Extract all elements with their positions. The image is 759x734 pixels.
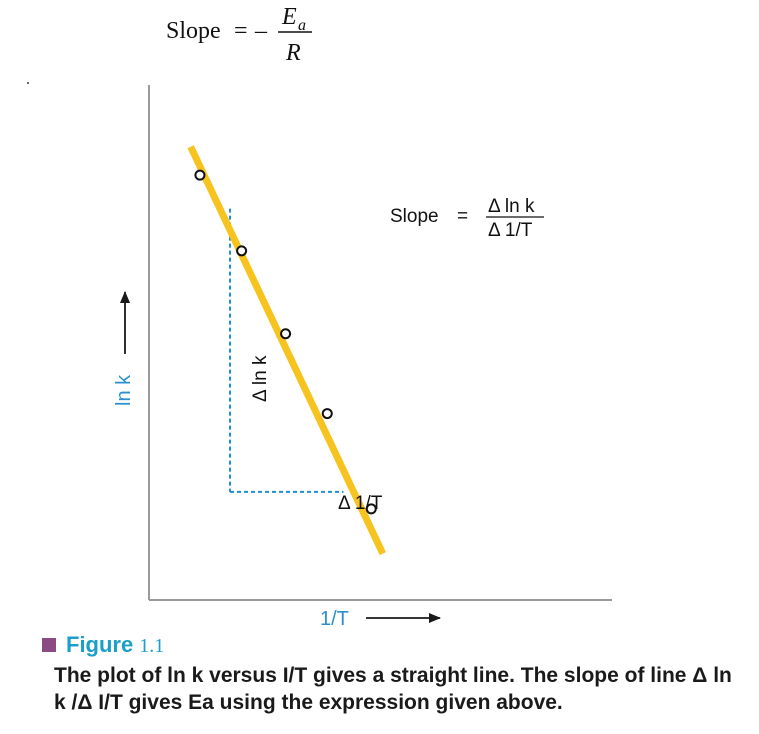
caption-heading — [42, 632, 742, 658]
formula-numerator: E — [282, 4, 297, 30]
delta-lnk-label: Δ ln k — [250, 355, 271, 402]
caption-square-icon — [42, 638, 56, 652]
y-axis-label: ln k — [113, 374, 135, 406]
data-point — [237, 246, 246, 255]
chart-axes — [149, 85, 612, 600]
caption-text: The plot of ln k versus I/T gives a straight line. The slope of line Δ ln k /Δ I/T gives Ea using the expression given above. — [54, 664, 732, 714]
data-point — [195, 171, 204, 180]
x-axis-label: 1/T — [320, 608, 349, 630]
formula-lhs: Slope — [166, 18, 221, 44]
formula-minus: – — [255, 18, 267, 44]
slope-denominator: Δ 1/T — [488, 220, 533, 241]
delta-invT-label: Δ 1/T — [338, 493, 383, 514]
data-point — [323, 409, 332, 418]
formula-equals: = — [234, 18, 248, 44]
caption-figure-title — [66, 632, 164, 658]
figure-caption — [42, 632, 742, 716]
slope-equals: = — [457, 206, 469, 227]
slope-label: Slope — [390, 206, 439, 227]
slope-numerator: Δ ln k — [488, 196, 535, 217]
caption-number: 1.1 — [139, 635, 165, 657]
data-point — [281, 329, 290, 338]
slope-annotation — [390, 196, 544, 241]
caption-label: Figure — [66, 632, 134, 657]
formula-denominator: R — [286, 40, 301, 66]
slope-formula — [166, 4, 312, 66]
formula-numerator-subscript: a — [298, 17, 306, 34]
stray-dot — [27, 82, 29, 84]
